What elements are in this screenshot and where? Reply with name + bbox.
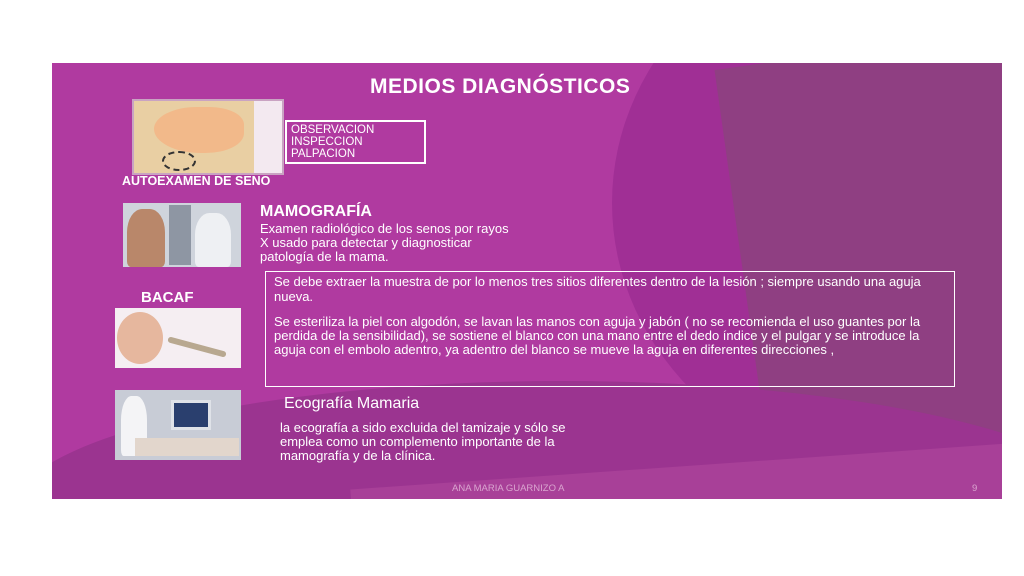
autoexamen-steps-box xyxy=(285,120,426,164)
mamografia-line: patología de la mama. xyxy=(260,249,389,264)
biopsy-image xyxy=(115,308,241,368)
page-number: 9 xyxy=(972,483,978,494)
ecografia-line: mamografía y de la clínica. xyxy=(280,448,436,463)
step-inspeccion: INSPECCION xyxy=(291,136,363,148)
bacaf-paragraph-2: Se esteriliza la piel con algodón, se lavan las manos con aguja y jabón ( no se recomienda el uso guantes por la perdida de la sensibilidad), se sostiene el blanco con una mano entre el dedo índice y el pulgar y se introduce la aguja con el embolo adentro, ya adentro del blanco se mueve la aguja en diferentes direcciones , xyxy=(274,314,921,357)
ecografia-line: la ecografía a sido excluida del tamizaje y sólo se xyxy=(280,420,566,435)
ultrasound-image xyxy=(115,390,241,460)
mamografia-line: X usado para detectar y diagnosticar xyxy=(260,235,472,250)
bacaf-text-box xyxy=(265,271,955,387)
mamografia-title: MAMOGRAFÍA xyxy=(260,203,372,220)
ecografia-title: Ecografía Mamaria xyxy=(284,395,420,412)
mamografia-line: Examen radiológico de los senos por rayos xyxy=(260,221,509,236)
slide-title: MEDIOS DIAGNÓSTICOS xyxy=(370,75,631,98)
breast-self-exam-image xyxy=(132,99,284,175)
mamografia-description xyxy=(260,222,640,264)
bacaf-label: BACAF xyxy=(141,289,194,306)
mammography-image xyxy=(123,203,241,267)
step-observacion: OBSERVACION xyxy=(291,124,375,136)
ecografia-description xyxy=(280,421,700,463)
bacaf-paragraph-1: Se debe extraer la muestra de por lo menos tres sitios diferentes dentro de la lesión ; siempre usando una aguja nueva. xyxy=(274,274,921,304)
slide xyxy=(52,63,1002,499)
footer-author: ANA MARIA GUARNIZO A xyxy=(452,483,565,494)
autoexamen-label: AUTOEXAMEN DE SENO xyxy=(122,174,271,188)
ecografia-line: emplea como un complemento importante de la xyxy=(280,434,555,449)
step-palpacion: PALPACION xyxy=(291,148,356,160)
